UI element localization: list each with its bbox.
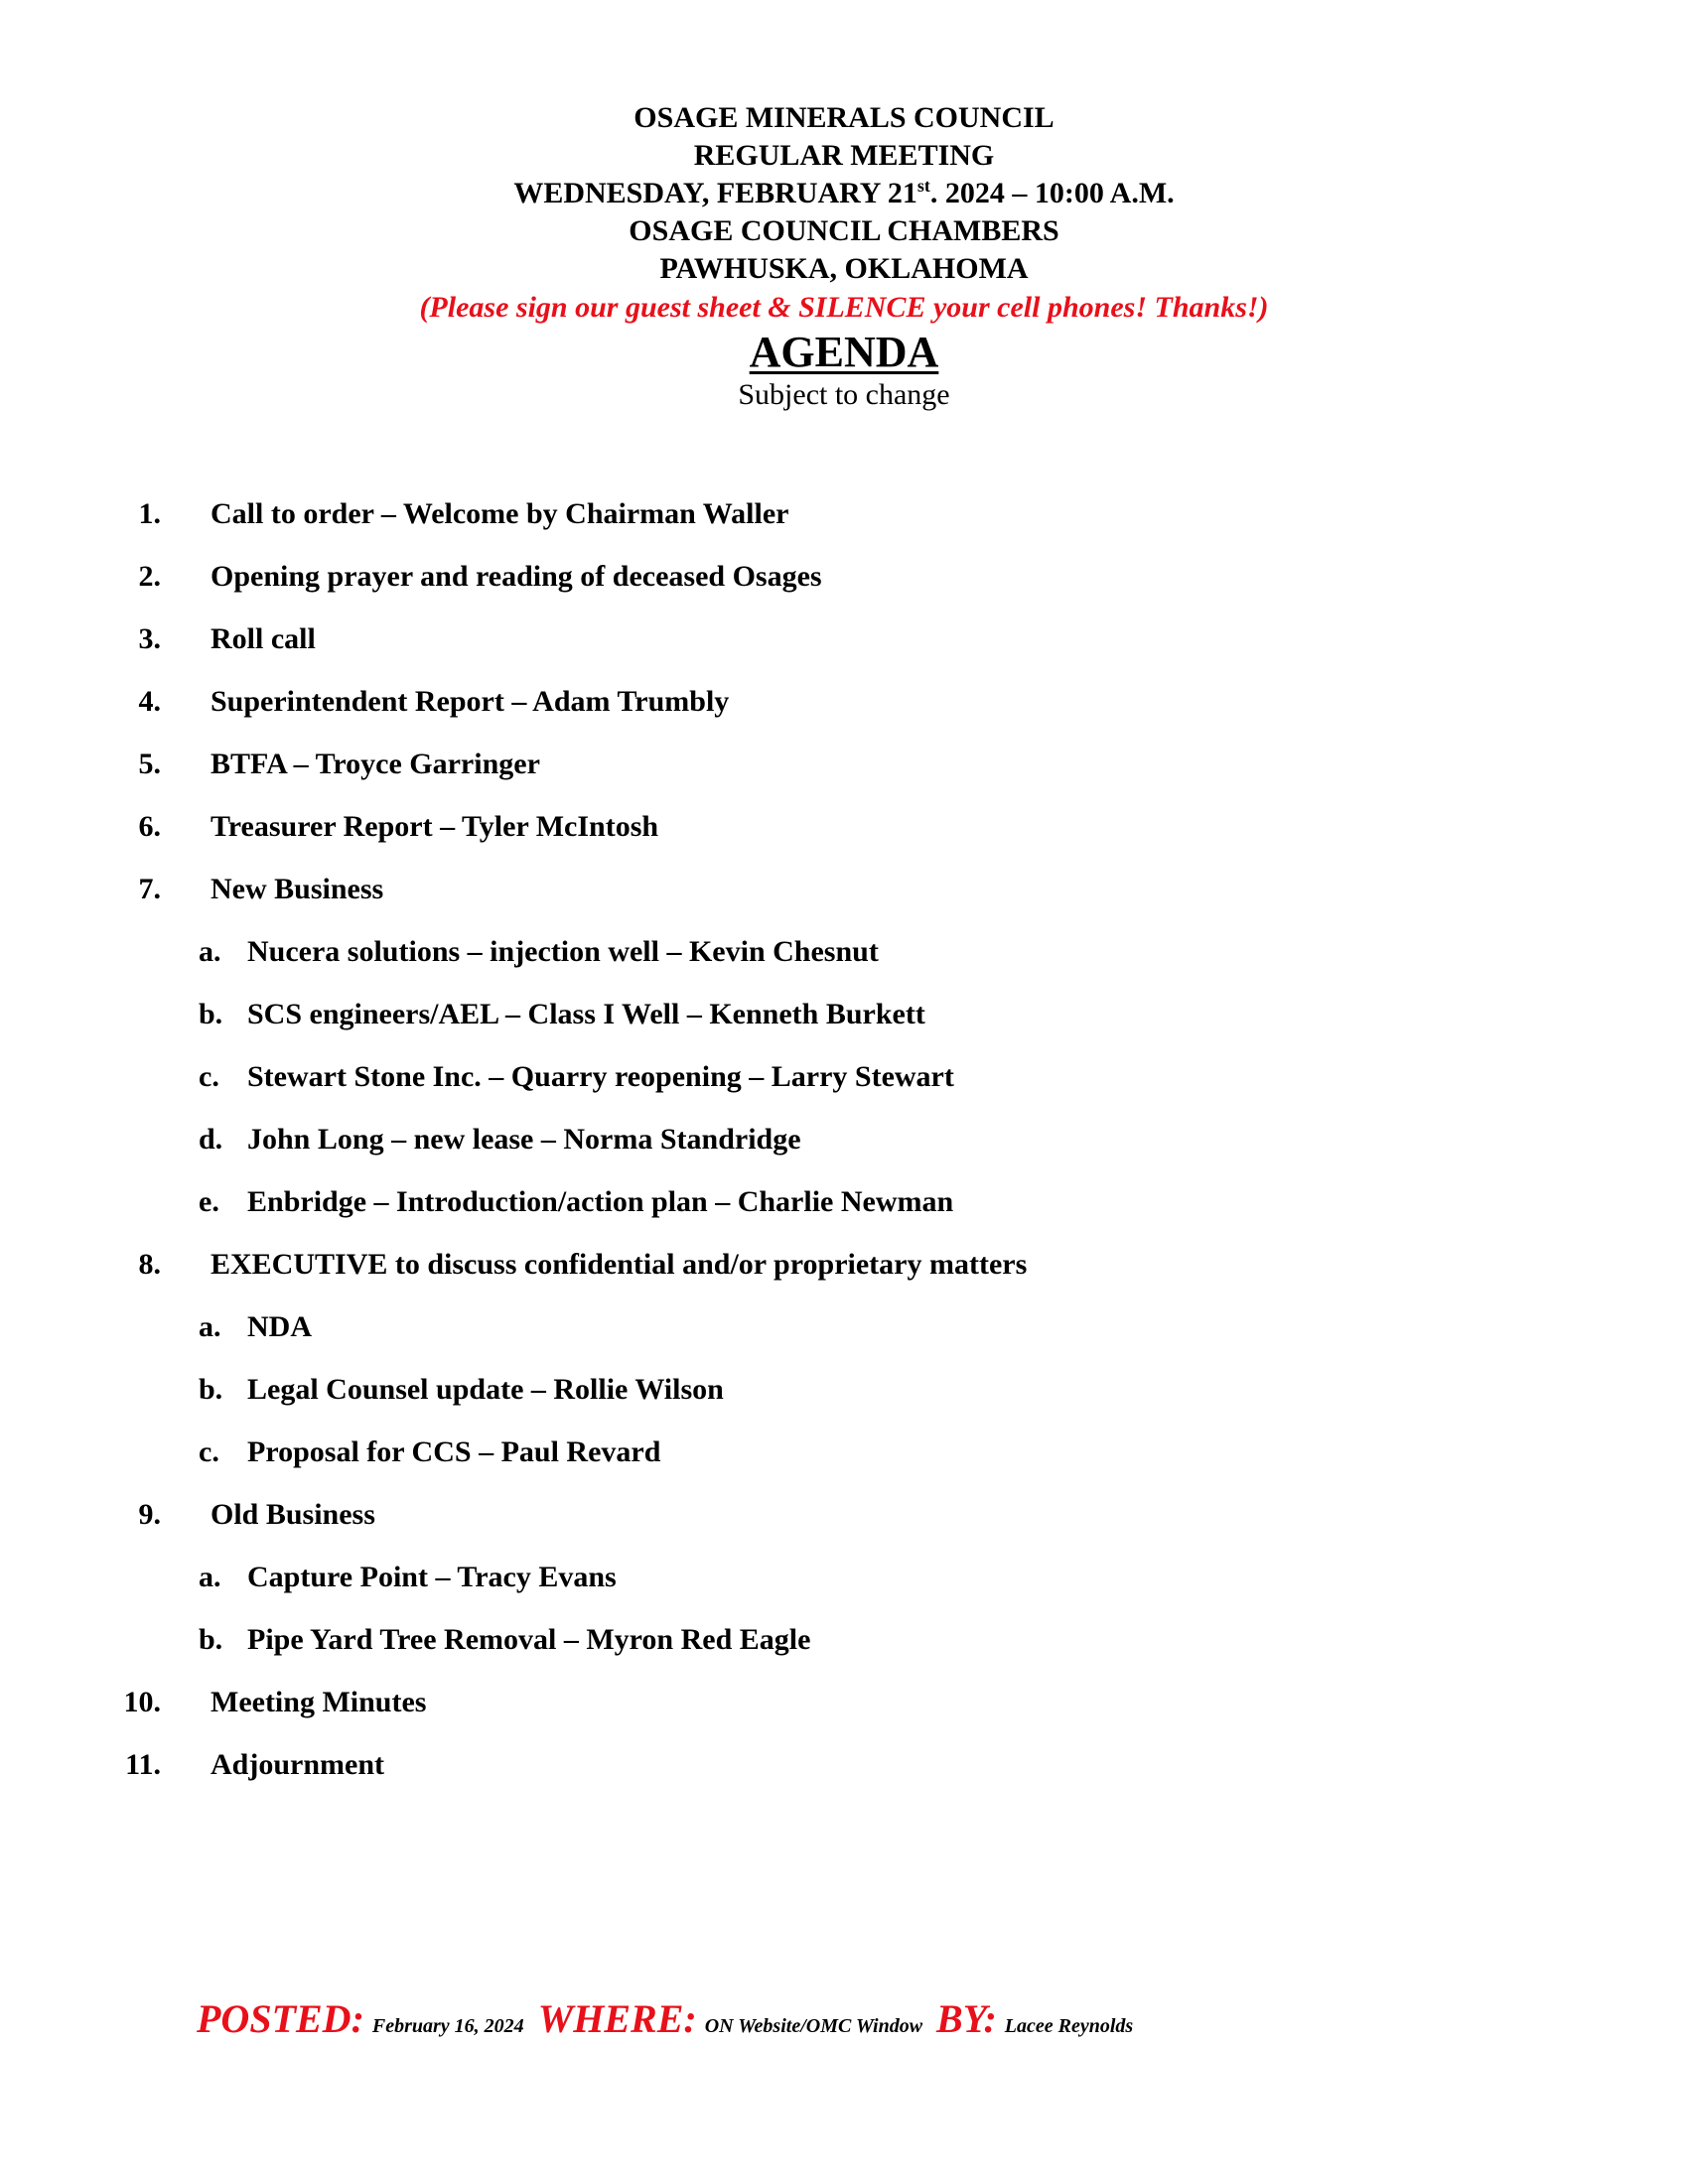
agenda-subitem-letter: c. bbox=[199, 1435, 219, 1468]
agenda-subitem-letter: a. bbox=[199, 1561, 221, 1593]
agenda-item-text: Call to order – Welcome by Chairman Waller bbox=[211, 497, 789, 530]
organization-name: OSAGE MINERALS COUNCIL bbox=[633, 101, 1055, 134]
agenda-item-number: 7. bbox=[138, 873, 161, 905]
agenda-subitem-text: NDA bbox=[247, 1310, 312, 1343]
agenda-item-number: 9. bbox=[138, 1498, 161, 1531]
agenda-item-number: 10. bbox=[123, 1686, 161, 1718]
agenda-item-text: New Business bbox=[211, 873, 384, 905]
agenda-subitem-text: Proposal for CCS – Paul Revard bbox=[247, 1435, 661, 1468]
by-value: Lacee Reynolds bbox=[1004, 2015, 1134, 2037]
where-value: ON Website/OMC Window bbox=[704, 2015, 923, 2037]
meeting-location: OSAGE COUNCIL CHAMBERS bbox=[629, 214, 1059, 247]
posted-date: February 16, 2024 bbox=[371, 2015, 524, 2037]
agenda-subitem-text: SCS engineers/AEL – Class I Well – Kenneth Burkett bbox=[247, 998, 925, 1030]
agenda-item-number: 4. bbox=[138, 685, 161, 718]
agenda-subitem-letter: b. bbox=[199, 998, 223, 1030]
meeting-date-time: . 2024 – 10:00 A.M. bbox=[929, 177, 1175, 209]
posted-label: POSTED: bbox=[197, 1996, 364, 2041]
agenda-subitem-text: Stewart Stone Inc. – Quarry reopening – Larry Stewart bbox=[247, 1060, 954, 1093]
agenda-item-text: Adjournment bbox=[211, 1748, 385, 1781]
agenda-item-text: Old Business bbox=[211, 1498, 375, 1531]
agenda-item-text: BTFA – Troyce Garringer bbox=[211, 748, 540, 780]
agenda-subitem-letter: a. bbox=[199, 1310, 221, 1343]
agenda-subtitle: Subject to change bbox=[738, 378, 950, 411]
agenda-subitem-letter: d. bbox=[199, 1123, 223, 1156]
meeting-date bbox=[0, 175, 1688, 212]
agenda-item-text: Superintendent Report – Adam Trumbly bbox=[211, 685, 730, 718]
agenda-item-text: Opening prayer and reading of deceased Osages bbox=[211, 560, 822, 593]
agenda-item-number: 2. bbox=[138, 560, 161, 593]
meeting-type: REGULAR MEETING bbox=[693, 139, 995, 172]
guest-notice: (Please sign our guest sheet & SILENCE your cell phones! Thanks!) bbox=[419, 291, 1269, 324]
agenda-subitem-text: Nucera solutions – injection well – Kevin Chesnut bbox=[247, 935, 879, 968]
meeting-date-main: WEDNESDAY, FEBRUARY 21 bbox=[513, 177, 917, 209]
where-label: WHERE: bbox=[537, 1996, 697, 2041]
agenda-subitem-letter: b. bbox=[199, 1373, 223, 1406]
agenda-item-number: 6. bbox=[138, 810, 161, 843]
by-label: BY: bbox=[936, 1996, 997, 2041]
agenda-item-text: Treasurer Report – Tyler McIntosh bbox=[211, 810, 659, 843]
agenda-item-text: Roll call bbox=[211, 622, 316, 655]
agenda-subitem-text: Legal Counsel update – Rollie Wilson bbox=[247, 1373, 724, 1406]
agenda-subitem-text: John Long – new lease – Norma Standridge bbox=[247, 1123, 801, 1156]
agenda-subitem-letter: e. bbox=[199, 1185, 219, 1218]
agenda-subitem-letter: a. bbox=[199, 935, 221, 968]
agenda-subitem-text: Enbridge – Introduction/action plan – Charlie Newman bbox=[247, 1185, 954, 1218]
agenda-item-number: 11. bbox=[125, 1748, 161, 1781]
agenda-item-number: 1. bbox=[138, 497, 161, 530]
agenda-item-text: Meeting Minutes bbox=[211, 1686, 427, 1718]
agenda-subitem-letter: c. bbox=[199, 1060, 219, 1093]
agenda-subitem-letter: b. bbox=[199, 1623, 223, 1656]
meeting-city: PAWHUSKA, OKLAHOMA bbox=[659, 252, 1029, 285]
agenda-item-number: 3. bbox=[138, 622, 161, 655]
agenda-item-number: 5. bbox=[138, 748, 161, 780]
agenda-subitem-text: Pipe Yard Tree Removal – Myron Red Eagle bbox=[247, 1623, 811, 1656]
posting-footer bbox=[197, 1995, 1147, 2042]
agenda-item-text: EXECUTIVE to discuss confidential and/or proprietary matters bbox=[211, 1248, 1028, 1281]
meeting-date-suffix: st bbox=[916, 176, 930, 196]
agenda-item-number: 8. bbox=[138, 1248, 161, 1281]
agenda-subitem-text: Capture Point – Tracy Evans bbox=[247, 1561, 617, 1593]
agenda-title: AGENDA bbox=[749, 328, 939, 376]
